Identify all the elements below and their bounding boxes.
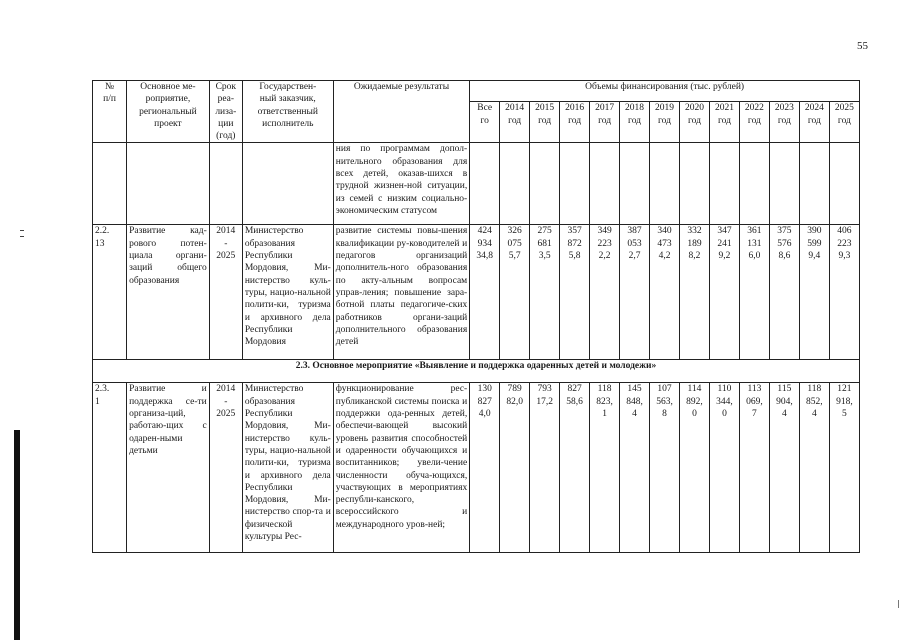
page-number: 55 [857,40,868,52]
scan-mark [20,236,24,237]
header-year: 2022 год [739,102,769,143]
funding-table [92,80,860,553]
amount-cell: 275 681 3,5 [530,225,560,360]
header-customer: Государствен- ный заказчик, ответственный исполнитель [242,81,333,143]
amount-cell: 406 223 9,3 [829,225,859,360]
amount-cell: 789 82,0 [500,383,530,553]
header-year: 2018 год [620,102,650,143]
header-year: 2020 год [679,102,709,143]
amount-cell: 827 58,6 [560,383,590,553]
results-cell: функционирование рес-публиканской системы поиска и поддержки ода-ренных детей, обеспечи-вающей высокий уровень развития способностей и одаренности обучающихся и воспитанников; увели-чение численности обуча-ющихся, участвующих в мероприятиях республи-канского, всероссийского и международного уров-ней; [333,383,469,553]
header-year: 2014 год [500,102,530,143]
amount-cell: 118 852, 4 [799,383,829,553]
row-num: 2.3. 1 [93,383,127,553]
amount-cell: 326 075 5,7 [500,225,530,360]
header-year: 2025 год [829,102,859,143]
header-year: 2024 год [799,102,829,143]
results-cell: развитие системы повы-шения квалификации ру-ководителей и педагогов организаций дополнитель-ного образования по акту-альным вопросам управ-ления; повышение зара-ботной платы педагогиче-ских работников органи-заций дополнительного образования детей [333,225,469,360]
scan-edge-shadow [14,430,20,640]
amount-cell: 107 563, 8 [650,383,680,553]
term-cell: 2014 - 2025 [209,225,242,360]
amount-cell: 340 473 4,2 [650,225,680,360]
term-cell: 2014 - 2025 [209,383,242,553]
amount-cell: 115 904, 4 [769,383,799,553]
amount-cell: 110 344, 0 [709,383,739,553]
amount-cell: 114 892, 0 [679,383,709,553]
table-row-continued [93,143,860,225]
amount-cell: 375 576 8,6 [769,225,799,360]
amount-cell: 118 823, 1 [590,383,620,553]
amount-cell: 113 069, 7 [739,383,769,553]
header-year: 2023 год [769,102,799,143]
amount-cell: 424 934 34,8 [470,225,500,360]
header-measure: Основное ме- роприятие, региональный проект [127,81,210,143]
measure-cell: Развитие и поддержка се-ти организа-ций, работаю-щих с одарен-ными детьми [127,383,210,553]
amount-cell: 387 053 2,7 [620,225,650,360]
table-header-row [93,81,860,102]
section-title: 2.3. Основное мероприятие «Выявление и поддержка одаренных детей и молодежи» [93,360,860,383]
amount-cell: 349 223 2,2 [590,225,620,360]
scan-mark [20,230,24,231]
amount-cell: 121 918, 5 [829,383,859,553]
amount-cell: 130 827 4,0 [470,383,500,553]
header-term: Срок реа- лиза- ции (год) [209,81,242,143]
header-year: 2016 год [560,102,590,143]
header-year: 2021 год [709,102,739,143]
customer-cell: Министерство образования Республики Мордовия, Ми-нистерство куль-туры, нацио-нальной полити-ки, туризма и архивного дела Республики Мордовия, Ми-нистерство спор-та и физической культуры Рес- [242,383,333,553]
header-year: 2015 год [530,102,560,143]
section-row [93,360,860,383]
amount-cell: 347 241 9,2 [709,225,739,360]
customer-cell: Министерство образования Республики Мордовия, Ми-нистерство куль-туры, нацио-нальной полити-ки, туризма и архивного дела Республики Мордовия [242,225,333,360]
measure-cell: Развитие кад-рового потен-циала органи-заций общего образования [127,225,210,360]
table-row-2-3-1 [93,383,860,553]
header-year: Все го [470,102,500,143]
row-num: 2.2. 13 [93,225,127,360]
scan-mark [898,600,899,608]
results-cell: ния по программам допол-нительного образования для всех детей, оказав-шихся в трудной жизнен-ной ситуации, из семей с низким социально-экономическим статусом [333,143,469,225]
header-year: 2019 год [650,102,680,143]
amount-cell: 332 189 8,2 [679,225,709,360]
table-row-2-2-13 [93,225,860,360]
header-year: 2017 год [590,102,620,143]
amount-cell: 361 131 6,0 [739,225,769,360]
amount-cell: 145 848, 4 [620,383,650,553]
header-results: Ожидаемые результаты [333,81,469,143]
header-funding: Объемы финансирования (тыс. рублей) [470,81,860,102]
amount-cell: 793 17,2 [530,383,560,553]
amount-cell: 390 599 9,4 [799,225,829,360]
amount-cell: 357 872 5,8 [560,225,590,360]
header-num: № п/п [93,81,127,143]
